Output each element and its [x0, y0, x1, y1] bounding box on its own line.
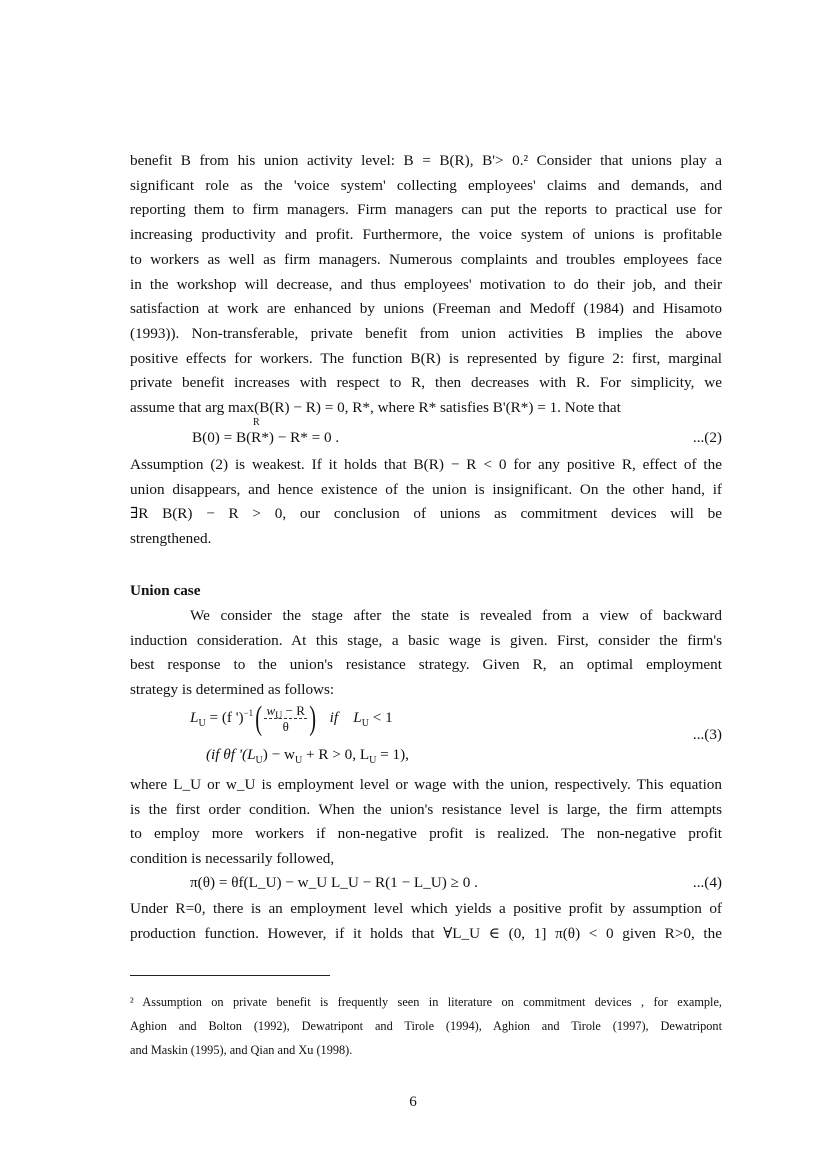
eq3-mid-sup: −1 — [243, 707, 254, 718]
footnote-line: ² Assumption on private benefit is frequently seen in literature on commitment devices , for example, — [130, 995, 722, 1009]
text-line: reporting them to firm managers. Firm managers can put the reports to practical use for — [130, 201, 722, 219]
text-line: significant role as the 'voice system' collecting employees' claims and demands, and — [130, 176, 722, 194]
text-line: condition is necessarily followed, — [130, 849, 335, 867]
text-line: to workers as well as firm managers. Numerous complaints and troubles employees face — [130, 250, 722, 268]
argmax-subscript: R — [253, 417, 260, 428]
footnote-line: Aghion and Bolton (1992), Dewatripont and Tirole (1994), Aghion and Tirole (1997), Dewatripont — [130, 1019, 722, 1033]
text-line: production function. However, if it holds that ∀L_U ∈ (0, 1] π(θ) < 0 given R>0, the — [130, 924, 722, 942]
text-line: where L_U or w_U is employment level or wage with the union, respectively. This equation — [130, 776, 722, 793]
text-line: induction consideration. At this stage, a basic wage is given. First, consider the firm's — [130, 631, 722, 649]
equation-4-number: ...(4) — [692, 874, 722, 891]
page-number: 6 — [409, 1093, 417, 1110]
eq3-cond-var: L — [353, 709, 362, 726]
paragraph-private-benefit — [130, 149, 722, 421]
equation-3-number: ...(3) — [692, 726, 722, 743]
eq3-right-paren: ) — [309, 699, 316, 737]
text-line: satisfaction at work are enhanced by unions (Freeman and Medoff (1984) and Hisamoto — [130, 300, 722, 318]
text-line: assume that arg max(B(R) − R) = 0, R*, where R* satisfies B'(R*) = 1. Note that — [130, 399, 621, 417]
eq3-left-paren: ( — [255, 699, 263, 737]
text-line: increasing productivity and profit. Furthermore, the voice system of unions is profitable — [130, 226, 722, 244]
paragraph-union-case — [130, 604, 722, 702]
eq3-frac-den: θ — [282, 719, 289, 735]
text-line: best response to the union's resistance strategy. Given R, an optimal employment — [130, 656, 722, 674]
paragraph-first-order — [130, 773, 722, 871]
text-line: Under R=0, there is an employment level which yields a positive profit by assumption of — [130, 900, 722, 917]
footnote — [130, 990, 722, 1062]
footnote-separator — [130, 975, 330, 976]
eq3-cond: if — [329, 709, 339, 726]
text-line: benefit B from his union activity level: B = B(R), B'> 0.² Consider that unions play a — [130, 152, 722, 169]
eq3-cond-tail: < 1 — [368, 709, 393, 726]
text-line: in the workshop will decrease, and thus employees' motivation to do their job, and their — [130, 275, 722, 293]
equation-3-line-1 — [190, 700, 393, 736]
text-line: positive effects for workers. The function B(R) is represented by figure 2: first, marginal — [130, 349, 722, 367]
equation-2: B(0) = B(R*) − R* = 0 . — [192, 429, 340, 446]
text-line: strategy is determined as follows: — [130, 680, 335, 698]
text-line: Assumption (2) is weakest. If it holds that B(R) − R < 0 for any positive R, effect of the — [130, 456, 722, 473]
eq3-cond-sub: U — [361, 718, 369, 730]
paragraph-assumption — [130, 453, 722, 551]
footnote-line: and Maskin (1995), and Qian and Xu (1998). — [130, 1043, 353, 1057]
eq3-lhs: L — [190, 709, 199, 726]
equation-3-line-2: (if θf '$(L_U) - w_U + R > 0$, $L_U = 1$), — [206, 746, 409, 767]
text-line: is the first order condition. When the union's resistance level is large, the firm attempts — [130, 800, 722, 818]
paragraph-under-r0 — [130, 897, 722, 946]
text-line: strengthened. — [130, 529, 212, 547]
section-heading: Union case — [130, 582, 201, 599]
text-line: union disappears, and hence existence of the union is insignificant. On the other hand, if — [130, 480, 722, 498]
text-line: ∃R B(R) − R > 0, our conclusion of unions as commitment devices will be — [130, 505, 722, 523]
equation-2-number: ...(2) — [692, 429, 722, 446]
eq3-lhs-sub: U — [198, 718, 206, 730]
eq3-fraction — [264, 703, 306, 734]
text-line: private benefit increases with respect to R, then decreases with R. For simplicity, we — [130, 374, 722, 392]
eq3-frac-num: $w_U - R$ — [266, 703, 305, 722]
text-line: (1993)). Non-transferable, private benefit from union activities B implies the above — [130, 324, 722, 342]
text-line: We consider the stage after the state is revealed from a view of backward — [190, 607, 722, 624]
equation-4: π(θ) = θf(L_U) − w_U L_U − R(1 − L_U) ≥ 0 . — [190, 874, 478, 891]
text-line: to employ more workers if non-negative profit is realized. The non-negative profit — [130, 825, 722, 843]
eq3-mid: = (f ') — [209, 709, 244, 726]
